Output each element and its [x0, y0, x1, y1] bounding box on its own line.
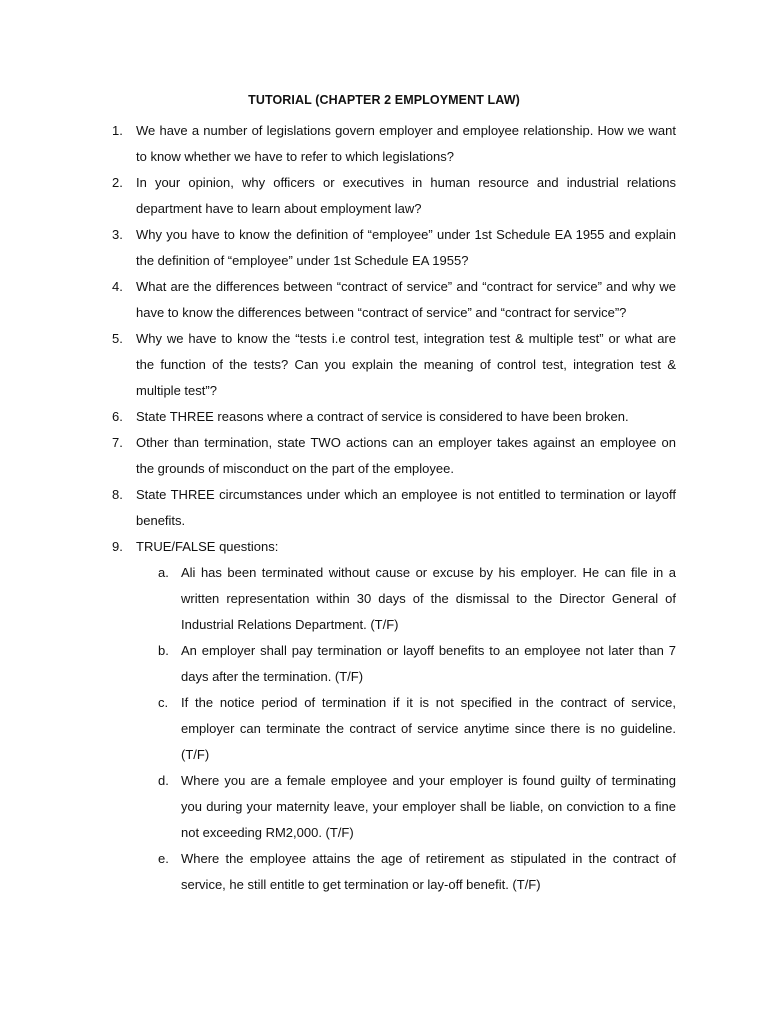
true-false-text: Where the employee attains the age of retirement as stipulated in the contract of service, he still entitle to get termination or lay-off benefit. (T/F): [181, 851, 676, 892]
true-false-item: [136, 768, 676, 846]
question-text: Why you have to know the definition of “employee” under 1st Schedule EA 1955 and explain the definition of “employee” under 1st Schedule EA 1955?: [136, 227, 676, 268]
question-item: [0, 118, 768, 170]
question-text: Other than termination, state TWO actions can an employer takes against an employee on the grounds of misconduct on the part of the employee.: [136, 435, 676, 476]
question-number: 9.: [112, 539, 123, 554]
question-item: [0, 404, 768, 430]
question-text: State THREE reasons where a contract of service is considered to have been broken.: [136, 409, 629, 424]
true-false-item: [136, 560, 676, 638]
true-false-list: [136, 560, 676, 898]
true-false-text: An employer shall pay termination or layoff benefits to an employee not later than 7 days after the termination. (T/F): [181, 643, 676, 684]
true-false-letter: d.: [158, 773, 169, 788]
true-false-item: [136, 846, 676, 898]
question-number: 8.: [112, 487, 123, 502]
question-list: [0, 118, 768, 898]
true-false-letter: e.: [158, 851, 169, 866]
true-false-item: [136, 638, 676, 690]
question-item: [0, 326, 768, 404]
question-text: TRUE/FALSE questions:: [136, 539, 279, 554]
question-item: [0, 482, 768, 534]
question-item: [0, 430, 768, 482]
question-text: What are the differences between “contract of service” and “contract for service” and why we have to know the differences between “contract of service” and “contract for service”?: [136, 279, 676, 320]
true-false-letter: a.: [158, 565, 169, 580]
question-item: [0, 170, 768, 222]
true-false-text: Ali has been terminated without cause or excuse by his employer. He can file in a written representation within 30 days of the dismissal to the Director General of Industrial Relations Department. (T/F): [181, 565, 676, 632]
question-number: 6.: [112, 409, 123, 424]
question-number: 4.: [112, 279, 123, 294]
true-false-letter: b.: [158, 643, 169, 658]
true-false-letter: c.: [158, 695, 169, 710]
true-false-item: [136, 690, 676, 768]
question-number: 7.: [112, 435, 123, 450]
question-item: [0, 274, 768, 326]
question-text: We have a number of legislations govern employer and employee relationship. How we want to know whether we have to refer to which legislations?: [136, 123, 676, 164]
question-item: [0, 222, 768, 274]
question-item: [0, 534, 768, 898]
true-false-text: Where you are a female employee and your employer is found guilty of terminating you during your maternity leave, your employer shall be liable, on conviction to a fine not exceeding RM2,000. (T/F): [181, 773, 676, 840]
question-number: 1.: [112, 123, 123, 138]
question-number: 5.: [112, 331, 123, 346]
question-text: Why we have to know the “tests i.e control test, integration test & multiple test” or what are the function of the tests? Can you explain the meaning of control test, integration test & multiple test”?: [136, 331, 676, 398]
question-number: 3.: [112, 227, 123, 242]
true-false-text: If the notice period of termination if it is not specified in the contract of service, employer can terminate the contract of service anytime since there is no guideline. (T/F): [181, 695, 676, 762]
document-title: TUTORIAL (CHAPTER 2 EMPLOYMENT LAW): [248, 93, 520, 107]
question-text: In your opinion, why officers or executives in human resource and industrial relations department have to learn about employment law?: [136, 175, 676, 216]
question-text: State THREE circumstances under which an employee is not entitled to termination or layoff benefits.: [136, 487, 676, 528]
question-number: 2.: [112, 175, 123, 190]
